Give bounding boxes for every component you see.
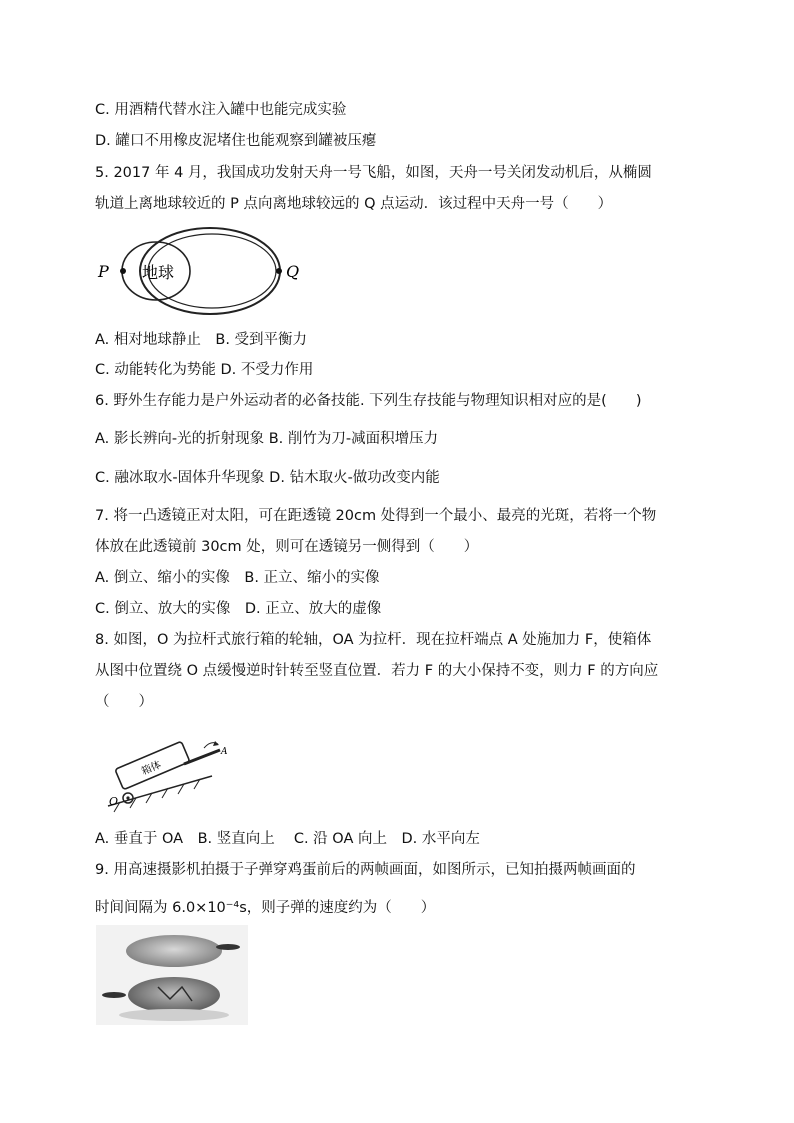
question-8-options: A. 垂直于 OA B. 竖直向上 C. 沿 OA 向上 D. 水平向左 xyxy=(95,831,480,847)
option-c-line: C. 用酒精代替水注入罐中也能完成实验 xyxy=(95,102,347,118)
point-p-label: P xyxy=(98,262,109,281)
question-7-options-ab: A. 倒立、缩小的实像 B. 正立、缩小的实像 xyxy=(95,570,380,586)
question-8-line-2: 从图中位置绕 O 点缓慢逆时针转至竖直位置．若力 F 的大小保持不变，则力 F 的方向应 xyxy=(95,663,659,679)
question-9-line-1: 9. 用高速摄影机拍摄于子弹穿鸡蛋前后的两帧画面，如图所示，已知拍摄两帧画面的 xyxy=(95,862,636,878)
question-7-line-1: 7. 将一凸透镜正对太阳，可在距透镜 20cm 处得到一个最小、最亮的光斑，若将一个物 xyxy=(95,508,657,524)
point-a-label: A xyxy=(221,747,228,757)
option-d-line: D. 罐口不用橡皮泥堵住也能观察到罐被压瘪 xyxy=(95,133,377,149)
orbit-figure xyxy=(92,222,302,322)
question-5-options-cd: C. 动能转化为势能 D. 不受力作用 xyxy=(95,362,314,378)
bullet-egg-photo xyxy=(96,925,248,1025)
question-6-options-cd: C. 融冰取水-固体升华现象 D. 钻木取火-做功改变内能 xyxy=(95,470,440,486)
question-6-options-ab: A. 影长辨向-光的折射现象 B. 削竹为刀-减面积增压力 xyxy=(95,431,439,447)
question-7-line-2: 体放在此透镜前 30cm 处，则可在透镜另一侧得到（ ） xyxy=(95,539,479,555)
luggage-figure xyxy=(100,726,230,818)
question-8-line-1: 8. 如图，O 为拉杆式旅行箱的轮轴，OA 为拉杆．现在拉杆端点 A 处施加力 F，使箱体 xyxy=(95,632,652,648)
question-8-line-3: （ ） xyxy=(95,694,153,710)
point-q-label: Q xyxy=(286,262,300,281)
question-9-line-2: 时间间隔为 6.0×10⁻⁴s，则子弹的速度约为（ ） xyxy=(95,900,436,916)
question-5-line-1: 5. 2017 年 4 月，我国成功发射天舟一号飞船，如图，天舟一号关闭发动机后，从椭圆 xyxy=(95,165,652,181)
question-5-options-ab: A. 相对地球静止 B. 受到平衡力 xyxy=(95,332,308,348)
question-6-line: 6. 野外生存能力是户外运动者的必备技能. 下列生存技能与物理知识相对应的是( ) xyxy=(95,393,642,409)
point-o-label: O xyxy=(109,795,119,808)
question-7-options-cd: C. 倒立、放大的实像 D. 正立、放大的虚像 xyxy=(95,601,382,617)
question-5-line-2: 轨道上离地球较近的 P 点向离地球较远的 Q 点运动．该过程中天舟一号（ ） xyxy=(95,196,613,212)
earth-label: 地球 xyxy=(142,263,175,282)
box-label: 箱体 xyxy=(140,759,163,778)
